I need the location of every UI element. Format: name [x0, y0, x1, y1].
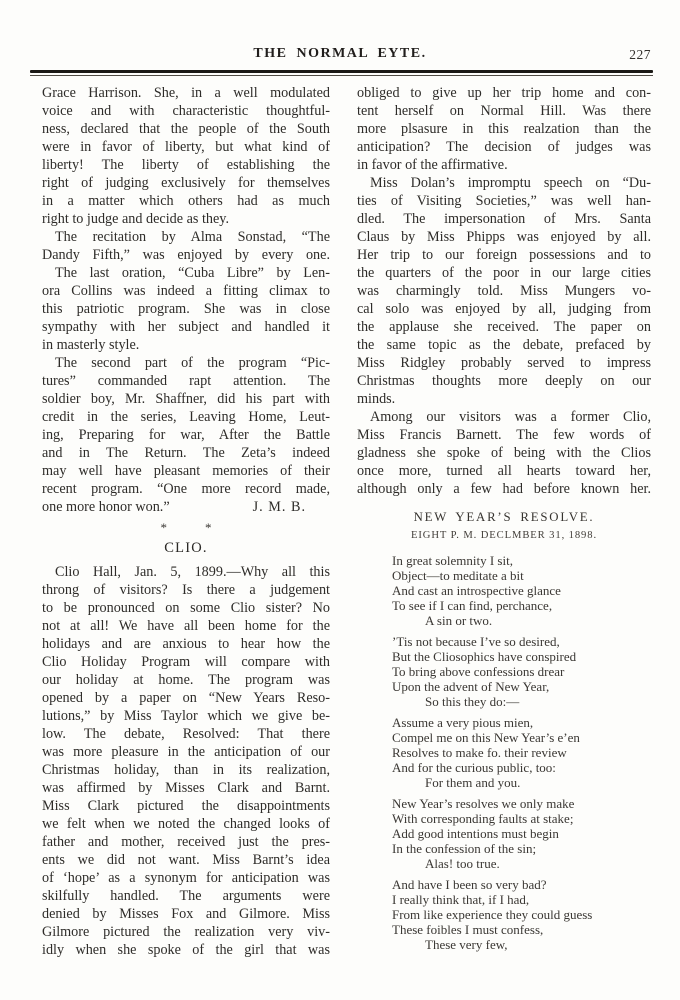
text-line: the same topic as the debate, prefaced by — [357, 337, 651, 353]
text-line: was more pleasure in the anticipation of our — [42, 744, 330, 760]
text-line: denied by Misses Fox and Gilmore. Miss — [42, 906, 330, 922]
header-rule — [30, 70, 653, 76]
text-line: obliged to give up her trip home and con- — [357, 85, 651, 101]
poem-line: To bring above confessions drear — [392, 664, 565, 679]
text-line: credit in the series, Leaving Home, Leut- — [42, 409, 330, 425]
poem-line: Add good intentions must begin — [392, 826, 559, 841]
text-line: The second part of the program “Pic- — [55, 355, 330, 371]
page-title: THE NORMAL EYTE. — [253, 46, 427, 61]
text-line: anticipation? The decision of judges was — [357, 139, 651, 155]
text-line: liberty! The liberty of establishing the — [42, 157, 330, 173]
byline-initials: J. M. B. — [252, 499, 306, 515]
page-number: 227 — [629, 47, 651, 62]
poem-line: Object—to meditate a bit — [392, 568, 524, 583]
text-line: cal solo was enjoyed by all, judging from — [357, 301, 651, 317]
poem-line: Alas! too true. — [425, 856, 500, 871]
text-line: the quarters of the poor in our large cities — [357, 265, 651, 281]
right-column — [357, 84, 651, 959]
header-rule-thick — [30, 70, 653, 73]
text-line-start: one more honor won.” — [42, 499, 170, 515]
text-line: father and mother, received just the pres- — [42, 834, 330, 850]
poem-line: In great solemnity I sit, — [392, 553, 513, 568]
text-line: tures” commanded rapt attention. The — [42, 373, 330, 389]
text-line: The last oration, “Cuba Libre” by Len- — [55, 265, 330, 281]
text-line: idly when she spoke of the girl that was — [42, 942, 330, 958]
poem-line: From like experience they could guess — [392, 907, 593, 922]
text-line: and in The Return. The Zeta’s indeed — [42, 445, 330, 461]
text-line: throng of visitors? Is there a judgement — [42, 582, 330, 598]
text-line: low. The debate, Resolved: That there — [42, 726, 330, 742]
poem-stanza — [392, 634, 651, 709]
text-line: in masterly style. — [42, 337, 140, 353]
text-line: ents we did not want. Miss Barnt’s idea — [42, 852, 330, 868]
text-line: ties of Visiting Societies,” was well han- — [357, 193, 651, 209]
text-line: to be pronounced on some Clio sister? No — [42, 600, 330, 616]
poem-heading: NEW YEAR’S RESOLVE. — [413, 510, 595, 524]
text-line: may well have pleasant memories of their — [42, 463, 330, 479]
text-line: Miss Clark pictured the disappointments — [42, 798, 330, 814]
text-line: sympathy with her subject and handled it — [42, 319, 330, 335]
paragraph-block — [42, 84, 330, 516]
text-line: Claus by Miss Phipps was enjoyed by all. — [357, 229, 651, 245]
poem-line: Resolves to make fo. their review — [392, 745, 567, 760]
text-line: Christmas holiday, than in its realization, — [42, 762, 330, 778]
text-line — [42, 498, 330, 516]
poem-line: And for the curious public, too: — [392, 760, 556, 775]
text-line: Miss Dolan’s impromptu speech on “Du- — [370, 175, 651, 191]
poem-line: For them and you. — [425, 775, 521, 790]
text-line: this patriotic program. She was in close — [42, 301, 330, 317]
text-line: Among our visitors was a former Clio, — [370, 409, 651, 425]
poem-subheading: EIGHT P. M. DECLMBER 31, 1898. — [410, 530, 597, 541]
poem-line: I really think that, if I had, — [392, 892, 530, 907]
text-columns — [42, 84, 651, 959]
asterisk-glyph: * — [205, 520, 212, 535]
text-line: lutions,” by Miss Taylor which we give be- — [42, 708, 330, 724]
text-line: minds. — [357, 391, 396, 407]
paragraph-block — [42, 563, 330, 959]
text-line: Clio Hall, Jan. 5, 1899.—Why all this — [55, 564, 330, 580]
text-line: more plsasure in this realzation than the — [357, 121, 651, 137]
poem-stanza — [392, 796, 651, 871]
text-line: Gilmore pictured the realization very viv- — [42, 924, 330, 940]
text-line: skilfully handled. The arguments were — [42, 888, 330, 904]
text-line: gladness she spoke of being with the Clios — [357, 445, 651, 461]
poem-line: And cast an introspective glance — [392, 583, 561, 598]
text-line: although only a few had before known her. — [357, 481, 651, 497]
poem-line: ’Tis not because I’ve so desired, — [392, 634, 560, 649]
text-line: Christmas thoughts more deeply on our — [357, 373, 651, 389]
text-line: ing, Preparing for war, After the Battle — [42, 427, 330, 443]
text-line: of ‘hope’ as a synonym for anticipation was — [42, 870, 330, 886]
text-line: right to judge and decide as they. — [42, 211, 230, 227]
poem-stanza — [392, 715, 651, 790]
header-rule-thin — [30, 75, 653, 76]
text-line: our holiday at home. The program was — [42, 672, 330, 688]
poem-line: These very few, — [425, 937, 508, 952]
text-line: soldier boy, Mr. Shaffner, did his part with — [42, 391, 330, 407]
poem-stanza — [392, 877, 651, 952]
asterisk-glyph: * — [160, 520, 167, 535]
text-line: not at all! We have all been home for the — [42, 618, 330, 634]
text-line: The recitation by Alma Sonstad, “The — [55, 229, 330, 245]
text-line: Dandy Fifth,” was enjoyed by every one. — [42, 247, 330, 263]
poem-line: A sin or two. — [425, 613, 493, 628]
section-heading: CLIO. — [164, 540, 208, 556]
poem-line: But the Cliosophics have conspired — [392, 649, 577, 664]
paragraph-block — [357, 84, 651, 498]
text-line: the applause she received. The paper on — [357, 319, 651, 335]
text-line: opened by a paper on “New Years Reso- — [42, 690, 330, 706]
text-line: ness, declared that the people of the South — [42, 121, 330, 137]
asterisk-separator — [42, 520, 330, 538]
poem-line: Assume a very pious mien, — [392, 715, 534, 730]
poem-stanza — [392, 553, 651, 628]
text-line: right of judging exclusively for themselves — [42, 175, 330, 191]
text-line: in a matter which others had as much — [42, 193, 330, 209]
text-line: Clio Holiday Program will compare with — [42, 654, 330, 670]
text-line: recent program. “One more record made, — [42, 481, 330, 497]
poem-line: To see if I can find, perchance, — [392, 598, 553, 613]
text-line: Her trip to our foreign possessions and to — [357, 247, 651, 263]
text-line: holidays and are anxious to hear how the — [42, 636, 330, 652]
poem-line: In the confession of the sin; — [392, 841, 537, 856]
text-line: Miss Francis Barnett. The few words of — [357, 427, 651, 443]
left-column — [42, 84, 330, 959]
text-line: Miss Ridgley probably served to impress — [357, 355, 651, 371]
text-line: ora Collins was indeed a fitting climax to — [42, 283, 330, 299]
text-line: once more, turned all hearts toward her, — [357, 463, 651, 479]
poem-line: These foibles I must confess, — [392, 922, 544, 937]
poem-line: Compel me on this New Year’s e’en — [392, 730, 580, 745]
poem-line: And have I been so very bad? — [392, 877, 547, 892]
text-line: were in favor of liberty, but what kind of — [42, 139, 330, 155]
poem-line: So this they do:— — [425, 694, 520, 709]
text-line: we felt when we noted the changed looks of — [42, 816, 330, 832]
text-line: tent herself on Normal Hill. Was there — [357, 103, 651, 119]
text-line: voice and with characteristic thoughtful- — [42, 103, 330, 119]
text-line: in favor of the affirmative. — [357, 157, 508, 173]
poem-line: New Year’s resolves we only make — [392, 796, 575, 811]
poem-line: Upon the advent of New Year, — [392, 679, 550, 694]
text-line: Grace Harrison. She, in a well modulated — [42, 85, 330, 101]
poem-line: With corresponding faults at stake; — [392, 811, 574, 826]
text-line: was charmingly told. Miss Mungers vo- — [357, 283, 651, 299]
text-line: was affirmed by Misses Clark and Barnt. — [42, 780, 330, 796]
text-line: dled. The impersonation of Mrs. Santa — [357, 211, 651, 227]
